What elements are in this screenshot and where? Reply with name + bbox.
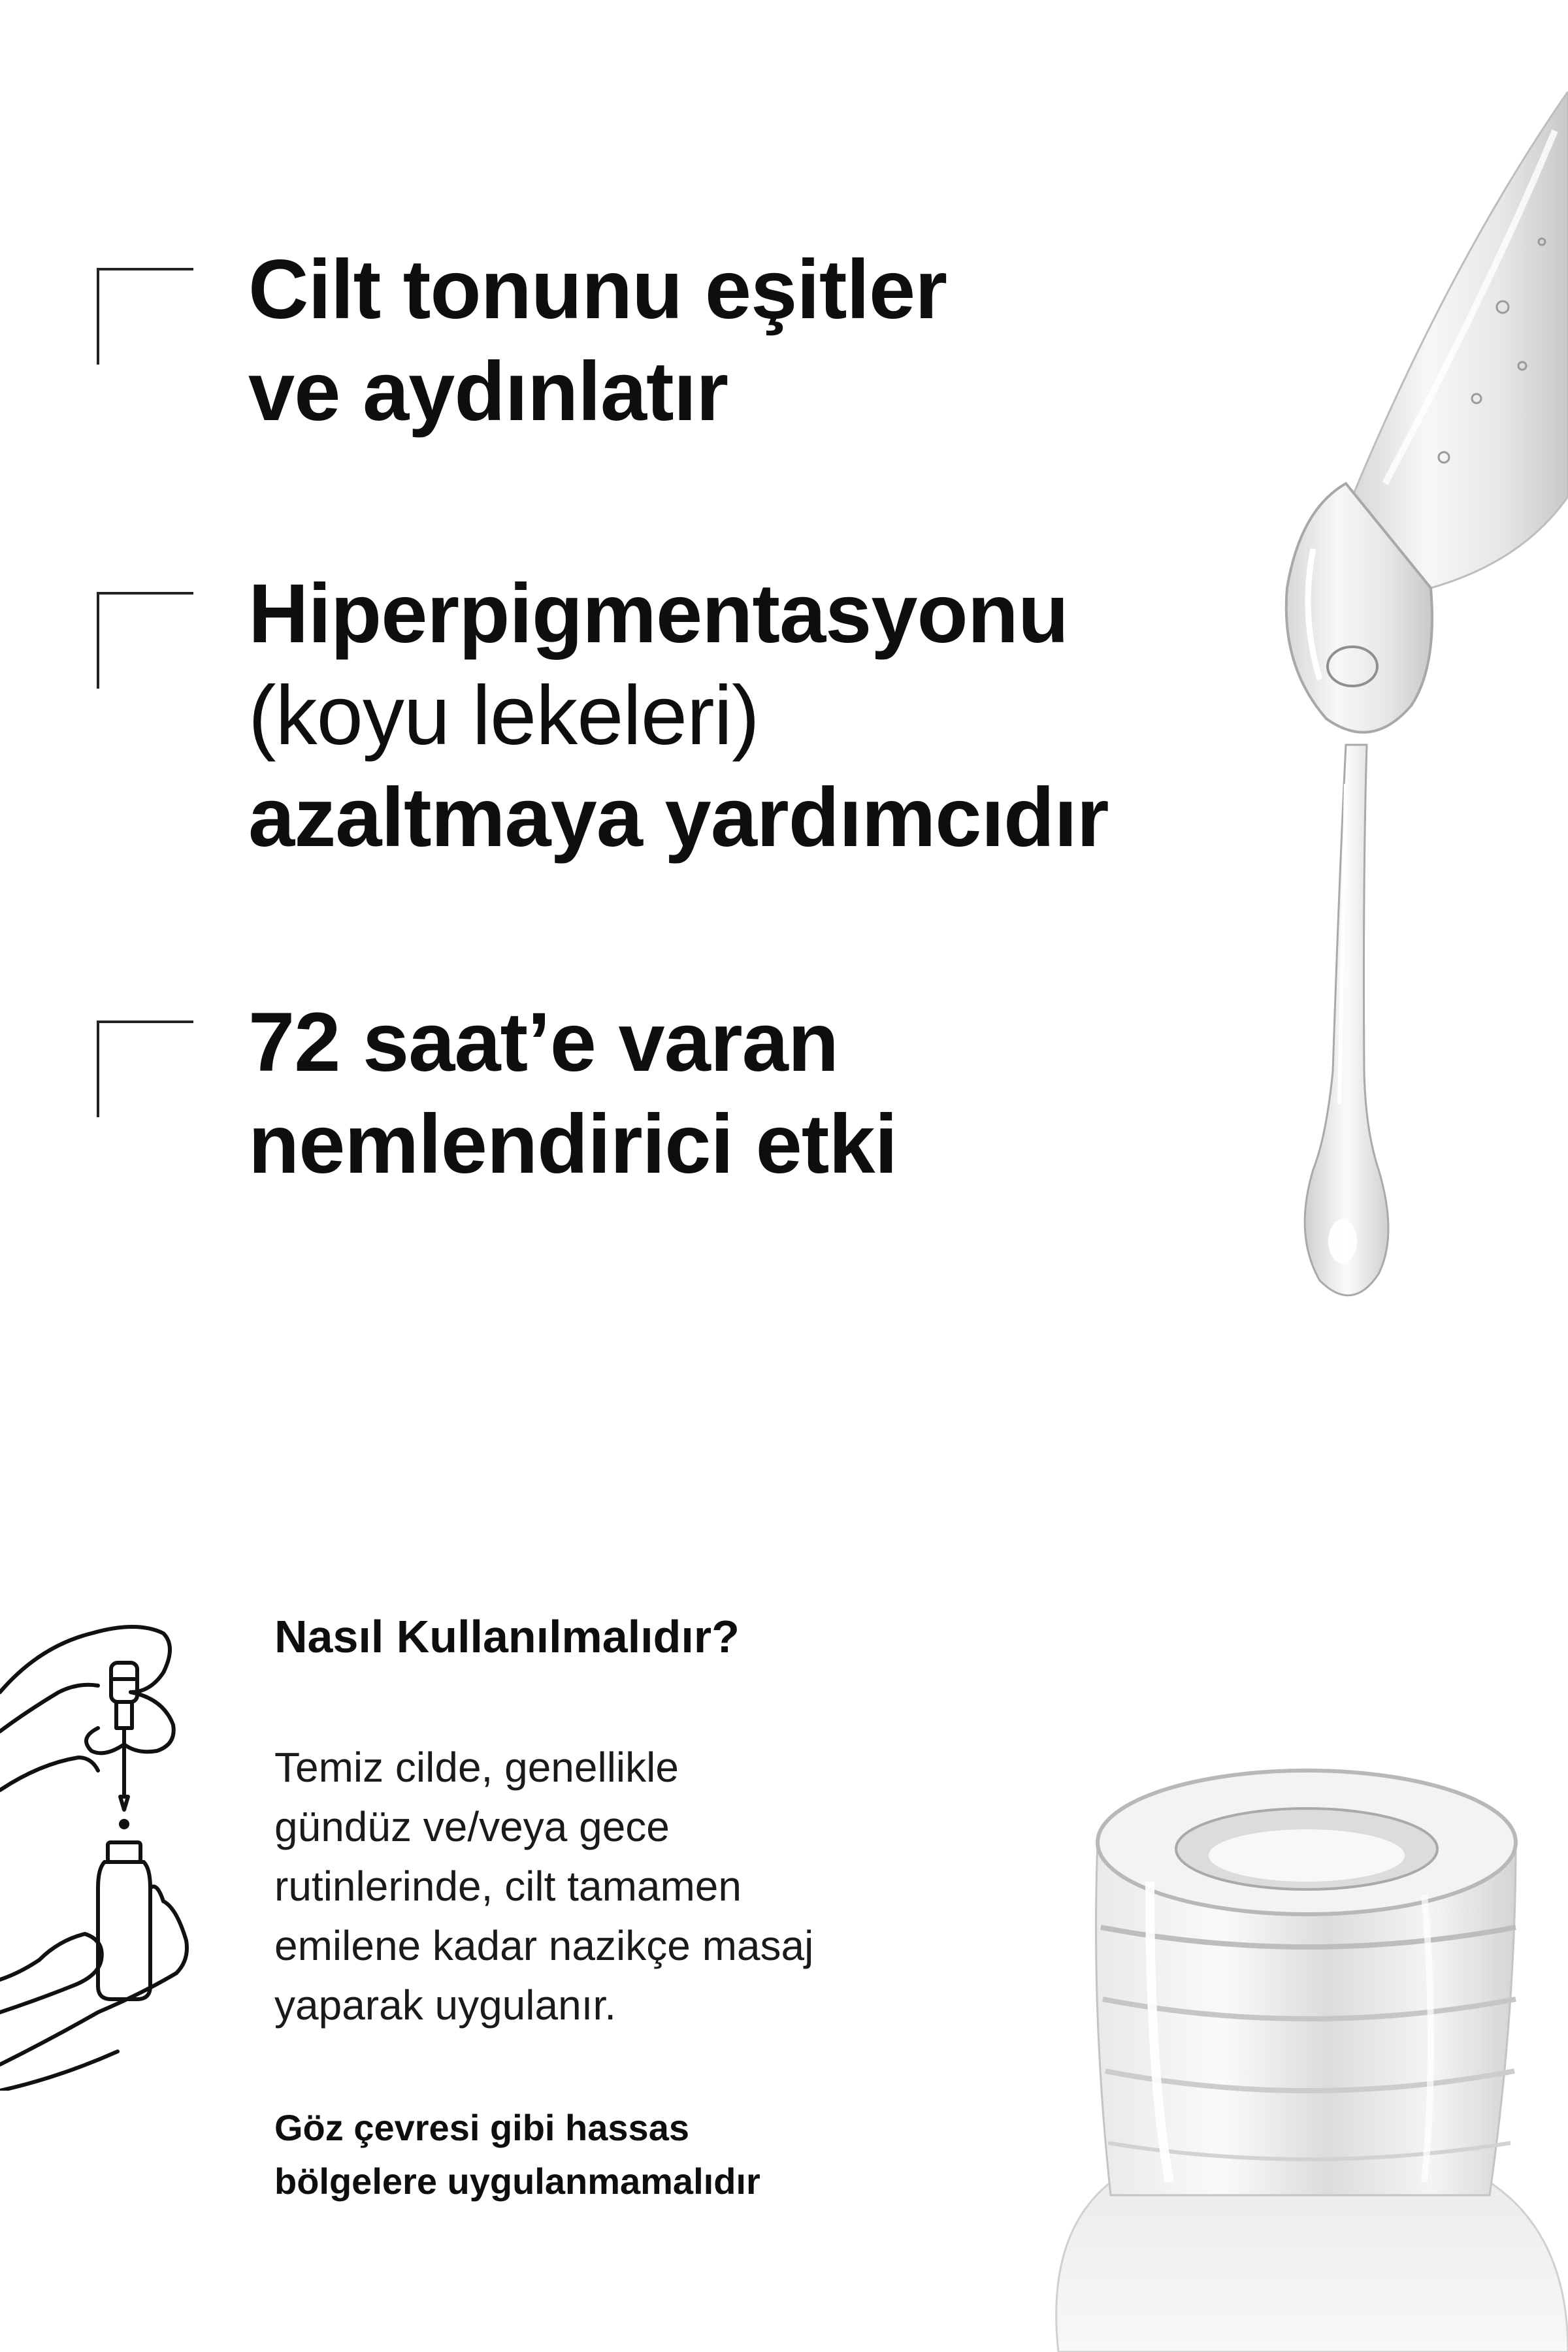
benefit-line: azaltmaya yardımcıdır (248, 771, 1109, 864)
bracket-corner-icon (97, 268, 193, 365)
benefit-line: Cilt tonunu eşitler (248, 243, 947, 336)
howto-line: emilene kadar nazikçe masaj (274, 1922, 814, 1969)
bracket-corner-icon (97, 1021, 193, 1117)
glass-bottle-neck-icon (1019, 1751, 1568, 2352)
benefit-text (248, 992, 897, 1196)
howto-line: Temiz cilde, genellikle (274, 1744, 679, 1791)
howto-title: Nasıl Kullanılmalıdır? (274, 1611, 740, 1662)
benefit-line: ve aydınlatır (248, 345, 728, 438)
benefit-line: nemlendirici etki (248, 1098, 898, 1191)
hand-dropper-bottle-icon (0, 1594, 196, 2091)
howto-instructions (274, 1738, 960, 2035)
benefit-line: 72 saat’e varan (248, 996, 838, 1089)
warning-line: Göz çevresi gibi hassas (274, 2107, 689, 2148)
benefit-text (248, 239, 947, 443)
benefit-line: (koyu lekeleri) (248, 669, 759, 762)
benefit-line: Hiperpigmentasyonu (248, 567, 1069, 661)
benefit-text (248, 563, 1109, 869)
howto-line: yaparak uygulanır. (274, 1982, 616, 2029)
howto-line: rutinlerinde, cilt tamamen (274, 1863, 742, 1910)
howto-warning (274, 2101, 993, 2208)
howto-line: gündüz ve/veya gece (274, 1803, 670, 1850)
bracket-corner-icon (97, 592, 193, 689)
warning-line: bölgelere uygulanmamalıdır (274, 2161, 760, 2202)
serum-dropper-drip-icon (1215, 91, 1568, 1333)
